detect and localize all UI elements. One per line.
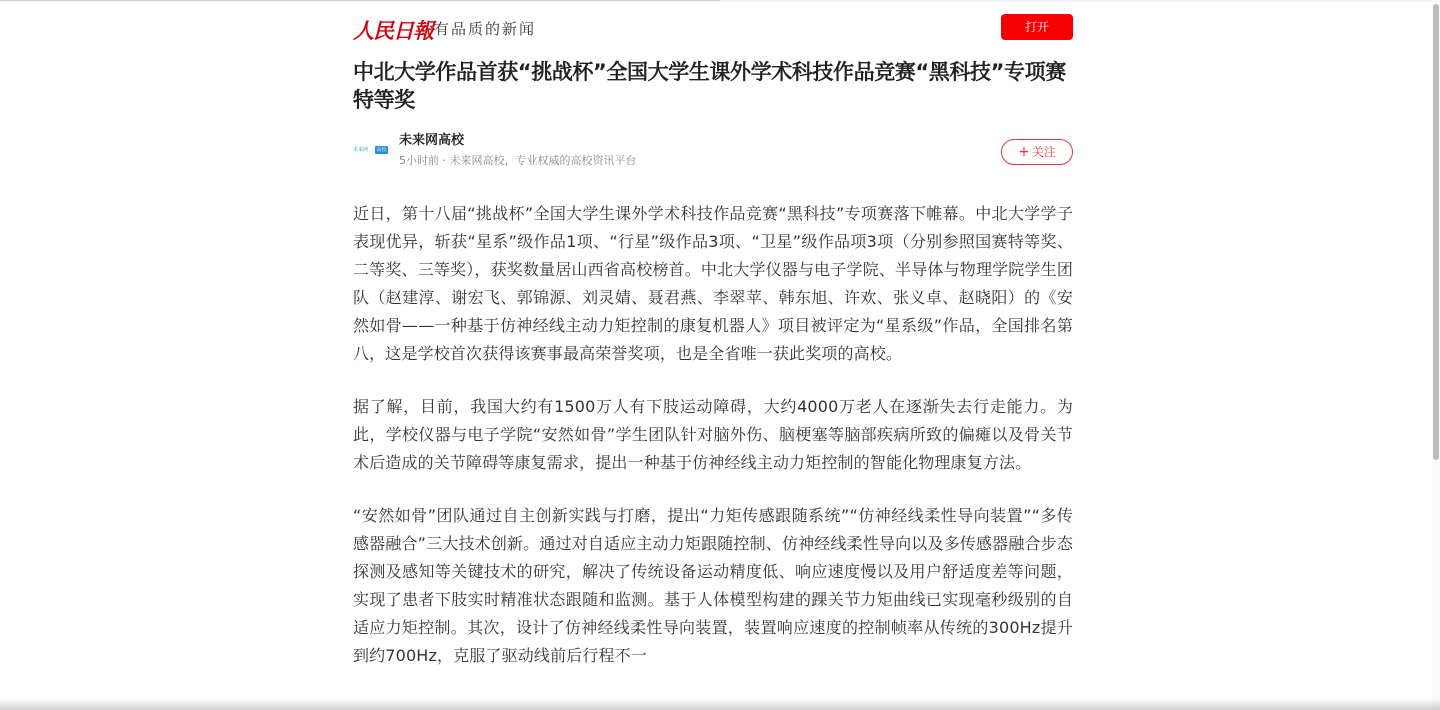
follow-label: 关注	[1031, 145, 1056, 159]
page-header	[353, 0, 1073, 56]
open-app-button[interactable]: 打开	[1001, 14, 1073, 40]
author-name[interactable]: 未来网高校	[399, 133, 465, 148]
author-row	[353, 132, 1073, 182]
article-body	[353, 200, 1073, 670]
peoples-daily-logo[interactable]: 人民日報	[353, 18, 433, 43]
article-paragraph: “安然如骨”团队通过自主创新实践与打磨，提出“力矩传感跟随系统”“仿神经线柔性导向装置”“多传感器融合”三大技术创新。通过对自适应主动力矩跟随控制、仿神经线柔性导向以及多传感器融合步态探测及感知等关键技术的研究，解决了传统设备运动精度低、响应速度慢以及用户舒适度差等问题，实现了患者下肢实时精准状态跟随和监测。基于人体模型构建的踝关节力矩曲线已实现毫秒级别的自适应力矩控制。其次，设计了仿神经线柔性导向装置，装置响应速度的控制帧率从传统的300Hz提升到约700Hz，克服了驱动线前后行程不一	[353, 506, 1073, 665]
avatar-logo-text: 未来网	[353, 147, 369, 153]
article-page	[353, 0, 1073, 695]
article-paragraph: 据了解，目前，我国大约有1500万人有下肢运动障碍，大约4000万老人在逐渐失去行走能力。为此，学校仪器与电子学院“安然如骨”学生团队针对脑外伤、脑梗塞等脑部疾病所致的偏瘫以及骨关节术后造成的关节障碍等康复需求，提出一种基于仿神经线主动力矩控制的智能化物理康复方法。	[353, 397, 1073, 472]
window-bottom-shadow	[0, 698, 1440, 710]
article-title: 中北大学作品首获“挑战杯”全国大学生课外学术科技作品竞赛“黑科技”专项赛特等奖	[353, 60, 1066, 112]
plus-icon: +	[1018, 144, 1030, 160]
vertical-scrollbar[interactable]	[1432, 0, 1440, 710]
scrollbar-thumb[interactable]	[1433, 4, 1439, 460]
avatar-logo-badge: 高校	[376, 147, 387, 153]
author-meta: 5小时前 · 未来网高校，专业权威的高校资讯平台	[399, 154, 637, 167]
header-slogan: 有品质的新闻	[434, 20, 537, 38]
article-paragraph: 近日，第十八届“挑战杯”全国大学生课外学术科技作品竞赛“黑科技”专项赛落下帷幕。中北大学学子表现优异，斩获“星系”级作品1项、“行星”级作品3项、“卫星”级作品项3项（分别参照国赛特等奖、二等奖、三等奖），获奖数量居山西省高校榜首。中北大学仪器与电子学院、半导体与物理学院学生团队（赵建淳、谢宏飞、郭锦源、刘灵婧、聂君燕、李翠苹、韩东旭、许欢、张义卓、赵晓阳）的《安然如骨——一种基于仿神经线主动力矩控制的康复机器人》项目被评定为“星系级”作品，全国排名第八，这是学校首次获得该赛事最高荣誉奖项，也是全省唯一获此奖项的高校。	[353, 204, 1073, 363]
follow-button[interactable]	[1001, 139, 1073, 165]
author-avatar[interactable]	[353, 144, 389, 156]
